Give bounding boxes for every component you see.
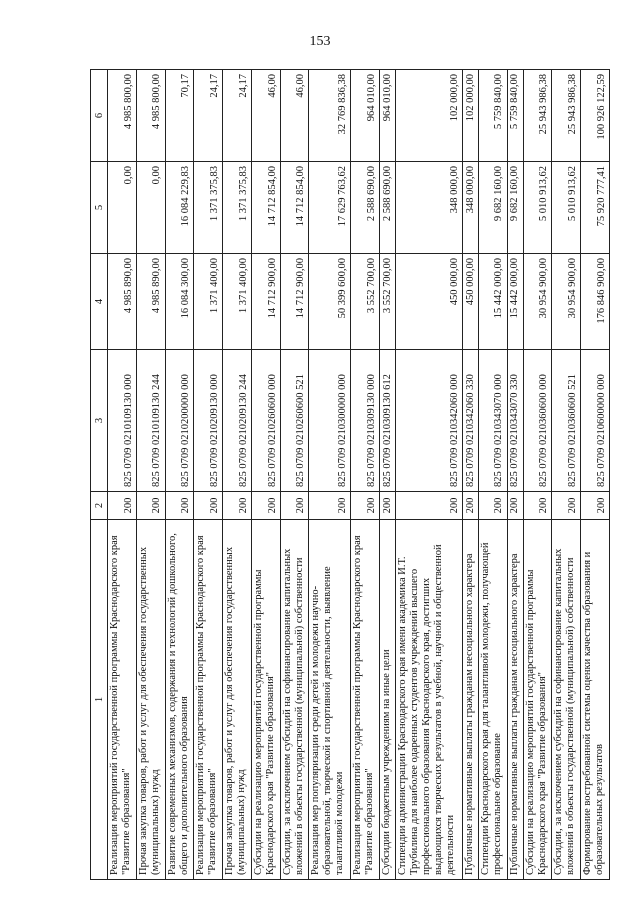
row-name: Реализация мер популяризации среди детей и молодежи научно-образовательной, творческой и спортивной деятельности, выявление талантливой молодежи (309, 520, 351, 880)
row-code: 825 0709 0210343070 330 (507, 350, 523, 492)
row-col2: 200 (552, 492, 581, 520)
table-row (223, 70, 252, 880)
row-col5: 9 682 160,00 (478, 162, 507, 254)
column-header: 2 (91, 492, 108, 520)
row-col6: 964 010,00 (350, 70, 379, 162)
row-col5: 5 010 913,62 (552, 162, 581, 254)
table-row (462, 70, 478, 880)
table-row (478, 70, 507, 880)
row-col6: 4 985 800,00 (136, 70, 165, 162)
header-row (91, 70, 108, 880)
row-name: Публичные нормативные выплаты гражданам несоциального характера (507, 520, 523, 880)
row-code: 825 0709 0210342060 000 (395, 350, 462, 492)
table-row (552, 70, 581, 880)
table-row (108, 70, 137, 880)
row-col4: 14 712 900,00 (251, 254, 280, 350)
row-col6: 32 769 836,38 (309, 70, 351, 162)
row-col6: 24,17 (223, 70, 252, 162)
row-col4: 3 552 700,00 (350, 254, 379, 350)
row-col6: 46,00 (251, 70, 280, 162)
row-col4: 176 846 900,00 (581, 254, 610, 350)
row-col5: 1 371 375,83 (223, 162, 252, 254)
row-col2: 200 (165, 492, 194, 520)
row-col2: 200 (462, 492, 478, 520)
row-code: 825 0709 0210209130 244 (223, 350, 252, 492)
row-code: 825 0709 0210309130 000 (350, 350, 379, 492)
row-col4: 30 954 900,00 (523, 254, 552, 350)
column-header: 4 (91, 254, 108, 350)
row-col4: 1 371 400,00 (223, 254, 252, 350)
row-col5: 5 010 913,62 (523, 162, 552, 254)
row-name: Субсидии, за исключением субсидий на софинансирование капитальных вложений в объекты государственной (муниципальной) собственности (280, 520, 309, 880)
row-col5: 1 371 375,83 (194, 162, 223, 254)
row-code: 825 0709 0210309130 612 (379, 350, 395, 492)
row-col6: 5 759 840,00 (507, 70, 523, 162)
row-col2: 200 (223, 492, 252, 520)
row-code: 825 0709 0210200000 000 (165, 350, 194, 492)
table-row (581, 70, 610, 880)
row-name: Субсидии, за исключением субсидий на софинансирование капитальных вложений в объекты государственной (муниципальной) собственности (552, 520, 581, 880)
row-col4: 16 084 300,00 (165, 254, 194, 350)
row-col5: 348 000,00 (395, 162, 462, 254)
row-col2: 200 (395, 492, 462, 520)
row-name: Стипендии Краснодарского края для талантливой молодежи, получающей профессиональное образование (478, 520, 507, 880)
row-name: Реализация мероприятий государственной программы Краснодарского края "Развитие образования" (194, 520, 223, 880)
row-col2: 200 (581, 492, 610, 520)
table-row (350, 70, 379, 880)
row-col5: 0,00 (108, 162, 137, 254)
row-col4: 30 954 900,00 (552, 254, 581, 350)
column-header: 3 (91, 350, 108, 492)
row-code: 825 0709 0210300000 000 (309, 350, 351, 492)
row-name: Формирование востребованной системы оценки качества образования и образовательных результатов (581, 520, 610, 880)
row-col6: 102 000,00 (395, 70, 462, 162)
row-name: Реализация мероприятий государственной программы Краснодарского края "Развитие образования" (350, 520, 379, 880)
row-name: Субсидии на реализацию мероприятий государственной программы Краснодарского края "Развитие образования" (523, 520, 552, 880)
row-col5: 75 920 777,41 (581, 162, 610, 254)
row-code: 825 0709 0210260600 521 (280, 350, 309, 492)
row-col5: 9 682 160,00 (507, 162, 523, 254)
row-col5: 2 588 690,00 (379, 162, 395, 254)
row-name: Развитие современных механизмов, содержания и технологий дошкольного, общего и дополнительного образования (165, 520, 194, 880)
table-row (507, 70, 523, 880)
row-name: Прочая закупка товаров, работ и услуг для обеспечения государственных (муниципальных) нужд (136, 520, 165, 880)
row-col4: 3 552 700,00 (379, 254, 395, 350)
table-row (194, 70, 223, 880)
table-row (523, 70, 552, 880)
row-name: Субсидии бюджетным учреждениям на иные цели (379, 520, 395, 880)
row-col4: 4 985 890,00 (108, 254, 137, 350)
row-code: 825 0709 0210109130 244 (136, 350, 165, 492)
row-col6: 70,17 (165, 70, 194, 162)
page-number: 153 (309, 34, 331, 49)
table-row (165, 70, 194, 880)
row-col5: 0,00 (136, 162, 165, 254)
row-col2: 200 (108, 492, 137, 520)
row-col4: 1 371 400,00 (194, 254, 223, 350)
row-col2: 200 (350, 492, 379, 520)
column-header: 6 (91, 70, 108, 162)
row-col6: 100 926 122,59 (581, 70, 610, 162)
row-col4: 50 399 600,00 (309, 254, 351, 350)
row-name: Стипендии администрации Краснодарского края имени академика И.Т. Трубилина для наиболее одаренных студентов учреждений высшего профессионального образования Краснодарского края, достигших выдающихся творческих результатов в учебной, научной и общественной деятельности (395, 520, 462, 880)
row-col5: 14 712 854,00 (251, 162, 280, 254)
row-col2: 200 (280, 492, 309, 520)
row-col2: 200 (309, 492, 351, 520)
row-col2: 200 (251, 492, 280, 520)
row-col5: 2 588 690,00 (350, 162, 379, 254)
table-row (251, 70, 280, 880)
row-col2: 200 (136, 492, 165, 520)
row-col5: 16 084 229,83 (165, 162, 194, 254)
table-row (136, 70, 165, 880)
row-col5: 17 629 763,62 (309, 162, 351, 254)
row-code: 825 0709 0210343070 000 (478, 350, 507, 492)
row-col2: 200 (507, 492, 523, 520)
row-col4: 15 442 000,00 (478, 254, 507, 350)
row-col2: 200 (478, 492, 507, 520)
row-code: 825 0709 0210209130 000 (194, 350, 223, 492)
row-code: 825 0709 0210109130 000 (108, 350, 137, 492)
row-code: 825 0709 0210360600 521 (552, 350, 581, 492)
column-header: 5 (91, 162, 108, 254)
row-name: Субсидии на реализацию мероприятий государственной программы Краснодарского края "Развитие образования" (251, 520, 280, 880)
row-col5: 348 000,00 (462, 162, 478, 254)
rotated-table-wrapper (90, 70, 610, 880)
row-col4: 15 442 000,00 (507, 254, 523, 350)
row-col6: 4 985 800,00 (108, 70, 137, 162)
row-col6: 25 943 986,38 (523, 70, 552, 162)
row-name: Публичные нормативные выплаты гражданам несоциального характера (462, 520, 478, 880)
row-code: 825 0709 0210360600 000 (523, 350, 552, 492)
row-code: 825 0709 0210342060 330 (462, 350, 478, 492)
row-col6: 25 943 986,38 (552, 70, 581, 162)
row-col2: 200 (379, 492, 395, 520)
budget-table (90, 69, 610, 880)
row-name: Реализация мероприятий государственной программы Краснодарского края "Развитие образования" (108, 520, 137, 880)
row-name: Прочая закупка товаров, работ и услуг для обеспечения государственных (муниципальных) нужд (223, 520, 252, 880)
row-col6: 5 759 840,00 (478, 70, 507, 162)
row-col5: 14 712 854,00 (280, 162, 309, 254)
row-col4: 450 000,00 (462, 254, 478, 350)
row-col6: 964 010,00 (379, 70, 395, 162)
row-col2: 200 (194, 492, 223, 520)
row-col6: 46,00 (280, 70, 309, 162)
column-header: 1 (91, 520, 108, 880)
table-row (280, 70, 309, 880)
row-col4: 4 985 890,00 (136, 254, 165, 350)
row-code: 825 0709 0210260600 000 (251, 350, 280, 492)
row-col6: 24,17 (194, 70, 223, 162)
row-col2: 200 (523, 492, 552, 520)
table-row (395, 70, 462, 880)
row-col6: 102 000,00 (462, 70, 478, 162)
row-col4: 450 000,00 (395, 254, 462, 350)
row-code: 825 0709 0210600000 000 (581, 350, 610, 492)
table-row (309, 70, 351, 880)
row-col4: 14 712 900,00 (280, 254, 309, 350)
table-row (379, 70, 395, 880)
